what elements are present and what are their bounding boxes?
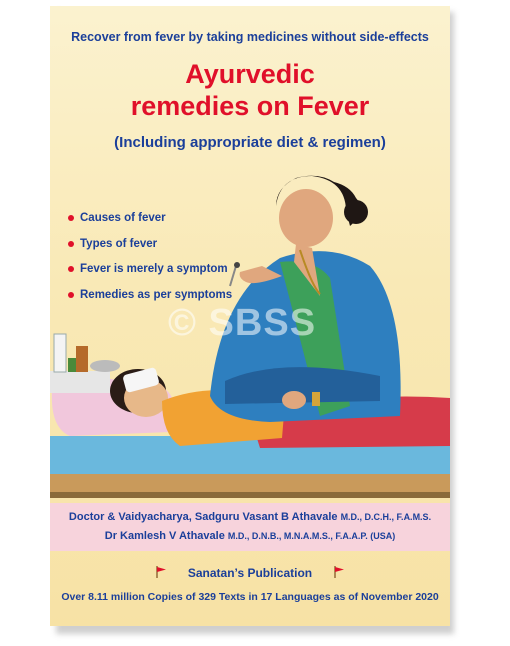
author-2: Dr Kamlesh V Athavale M.D., D.N.B., M.N.A.M.S., F.A.A.P. (USA) [104,530,396,542]
flag-icon [155,566,167,578]
bullet-list [68,211,232,313]
title-line-1: Ayurvedic [185,59,315,89]
bullet-dot-icon [68,241,74,247]
authors-band [50,503,450,551]
subtitle: (Including appropriate diet & regimen) [114,134,386,151]
tagline: Recover from fever by taking medicines without side-effects [71,30,429,44]
bullet-dot-icon [68,266,74,272]
bed-frame [50,474,450,494]
hair-bun [344,200,368,224]
publisher [50,566,450,580]
book-cover [50,6,450,626]
mother-face [279,189,333,247]
mother-hand [282,391,306,409]
bullet-item: Types of fever [68,237,232,263]
side-table [50,371,110,393]
bullet-dot-icon [68,215,74,221]
medicine-bottle-2 [76,346,88,372]
watermark: © SBSS [168,302,317,344]
bowl [90,360,120,372]
medicine-bottle-3 [68,358,76,372]
book-title [50,58,450,122]
bullet-item: Causes of fever [68,211,232,237]
bullet-item: Fever is merely a symptom [68,262,232,288]
title-line-2: remedies on Fever [130,91,370,121]
copies-statement: Over 8.11 million Copies of 329 Texts in 17 Languages as of November 2020 [61,591,439,603]
publisher-name: Sanatan’s Publication [187,566,313,580]
bullet-item: Remedies as per symptoms [68,288,232,314]
medicine-bottle-1 [54,334,66,372]
bullet-dot-icon [68,292,74,298]
author-1: Doctor & Vaidyacharya, Sadguru Vasant B Athavale M.D., D.C.H., F.A.M.S. [68,511,432,523]
flag-icon [333,566,345,578]
